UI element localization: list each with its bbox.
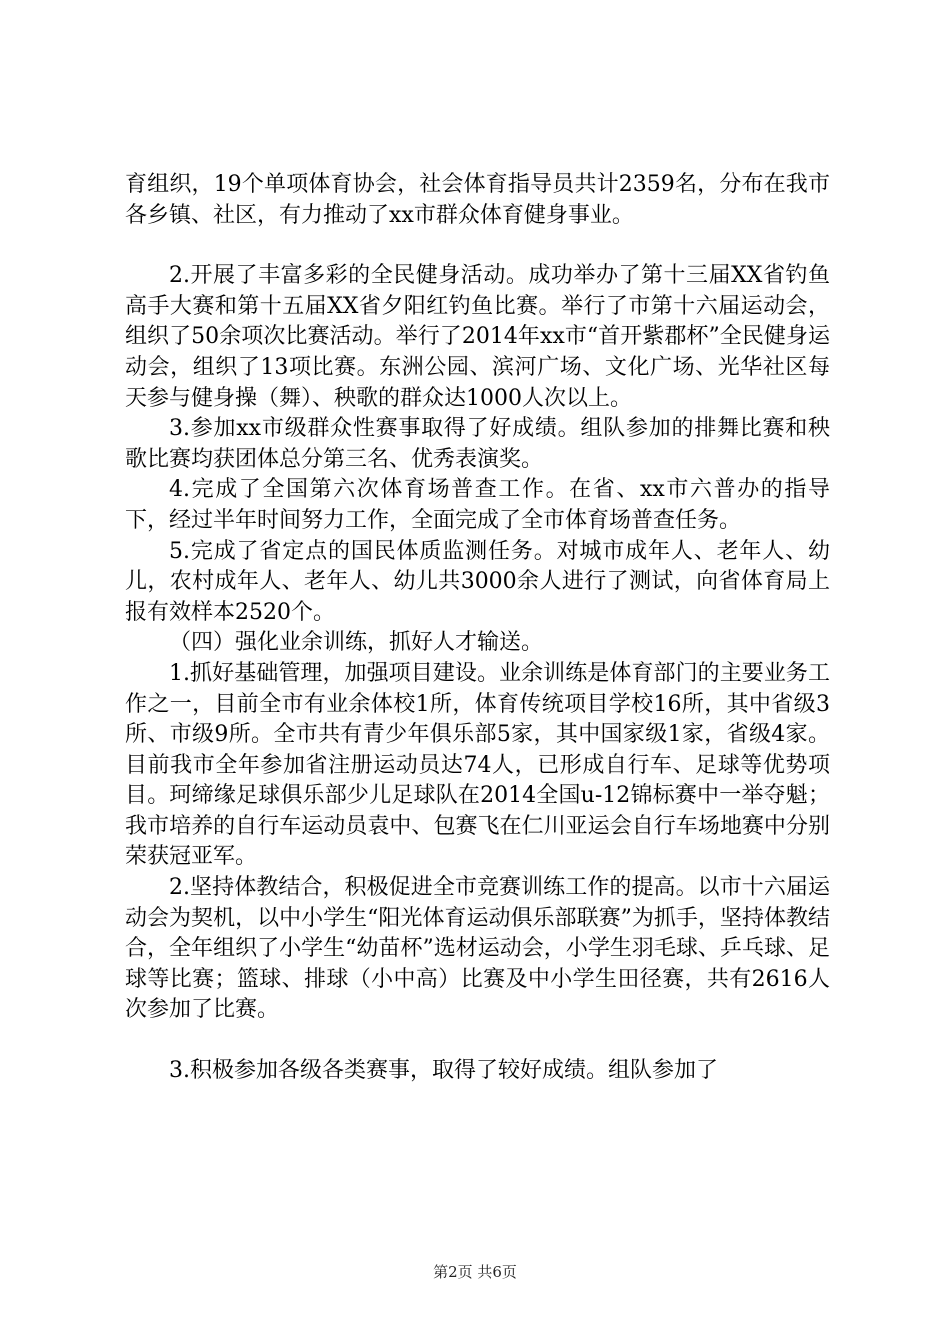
document-body: [125, 170, 830, 1087]
paragraph-stadium-census: 4.完成了全国第六次体育场普查工作。在省、xx市六普办的指导下，经过半年时间努力工作，全面完成了全市体育场普查任务。: [125, 477, 830, 533]
paragraph-competitions: 3.积极参加各级各类赛事，取得了较好成绩。组队参加了: [169, 1058, 718, 1084]
paragraph-fitness-monitoring: 5.完成了省定点的国民体质监测任务。对城市成年人、老年人、幼儿，农村成年人、老年人、幼儿共3000余人进行了测试，向省体育局上报有效样本2520个。: [125, 538, 830, 625]
page-number: 第2页 共6页: [433, 1263, 517, 1281]
paragraph-sports-education: 2.坚持体教结合，积极促进全市竞赛训练工作的提高。以市十六届运动会为契机，以中小学生“阳光体育运动俱乐部联赛”为抓手，坚持体教结合，全年组织了小学生“幼苗杯”选材运动会，小学生羽毛球、乒乓球、足球等比赛；篮球、排球（小中高）比赛及中小学生田径赛，共有2616人次参加了比赛。: [125, 875, 830, 1023]
paragraph-continued: 育组织，19个单项体育协会，社会体育指导员共计2359名，分布在我市各乡镇、社区，有力推动了xx市群众体育健身事业。: [125, 172, 830, 228]
paragraph-city-events: 3.参加xx市级群众性赛事取得了好成绩。组队参加的排舞比赛和秧歌比赛均获团体总分第三名、优秀表演奖。: [125, 416, 830, 472]
paragraph-fitness-activities: 2.开展了丰富多彩的全民健身活动。成功举办了第十三届XX省钓鱼高手大赛和第十五届XX省夕阳红钓鱼比赛。举行了市第十六届运动会，组织了50余项次比赛活动。举行了2014年xx市“首开紫郡杯”全民健身运动会，组织了13项比赛。东洲公园、滨河广场、文化广场、光华社区每天参与健身操（舞）、秧歌的群众达1000人次以上。: [125, 263, 830, 411]
section-heading: （四）强化业余训练，抓好人才输送。: [169, 630, 544, 656]
paragraph-basic-management: 1.抓好基础管理，加强项目建设。业余训练是体育部门的主要业务工作之一，目前全市有业余体校1所，体育传统项目学校16所，其中省级3所、市级9所。全市共有青少年俱乐部5家，其中国家级1家，省级4家。目前我市全年参加省注册运动员达74人，已形成自行车、足球等优势项目。珂缔缘足球俱乐部少儿足球队在2014全国u-12锦标赛中一举夺魁；我市培养的自行车运动员袁中、包赛飞在仁川亚运会自行车场地赛中分别荣获冠亚军。: [125, 660, 830, 870]
